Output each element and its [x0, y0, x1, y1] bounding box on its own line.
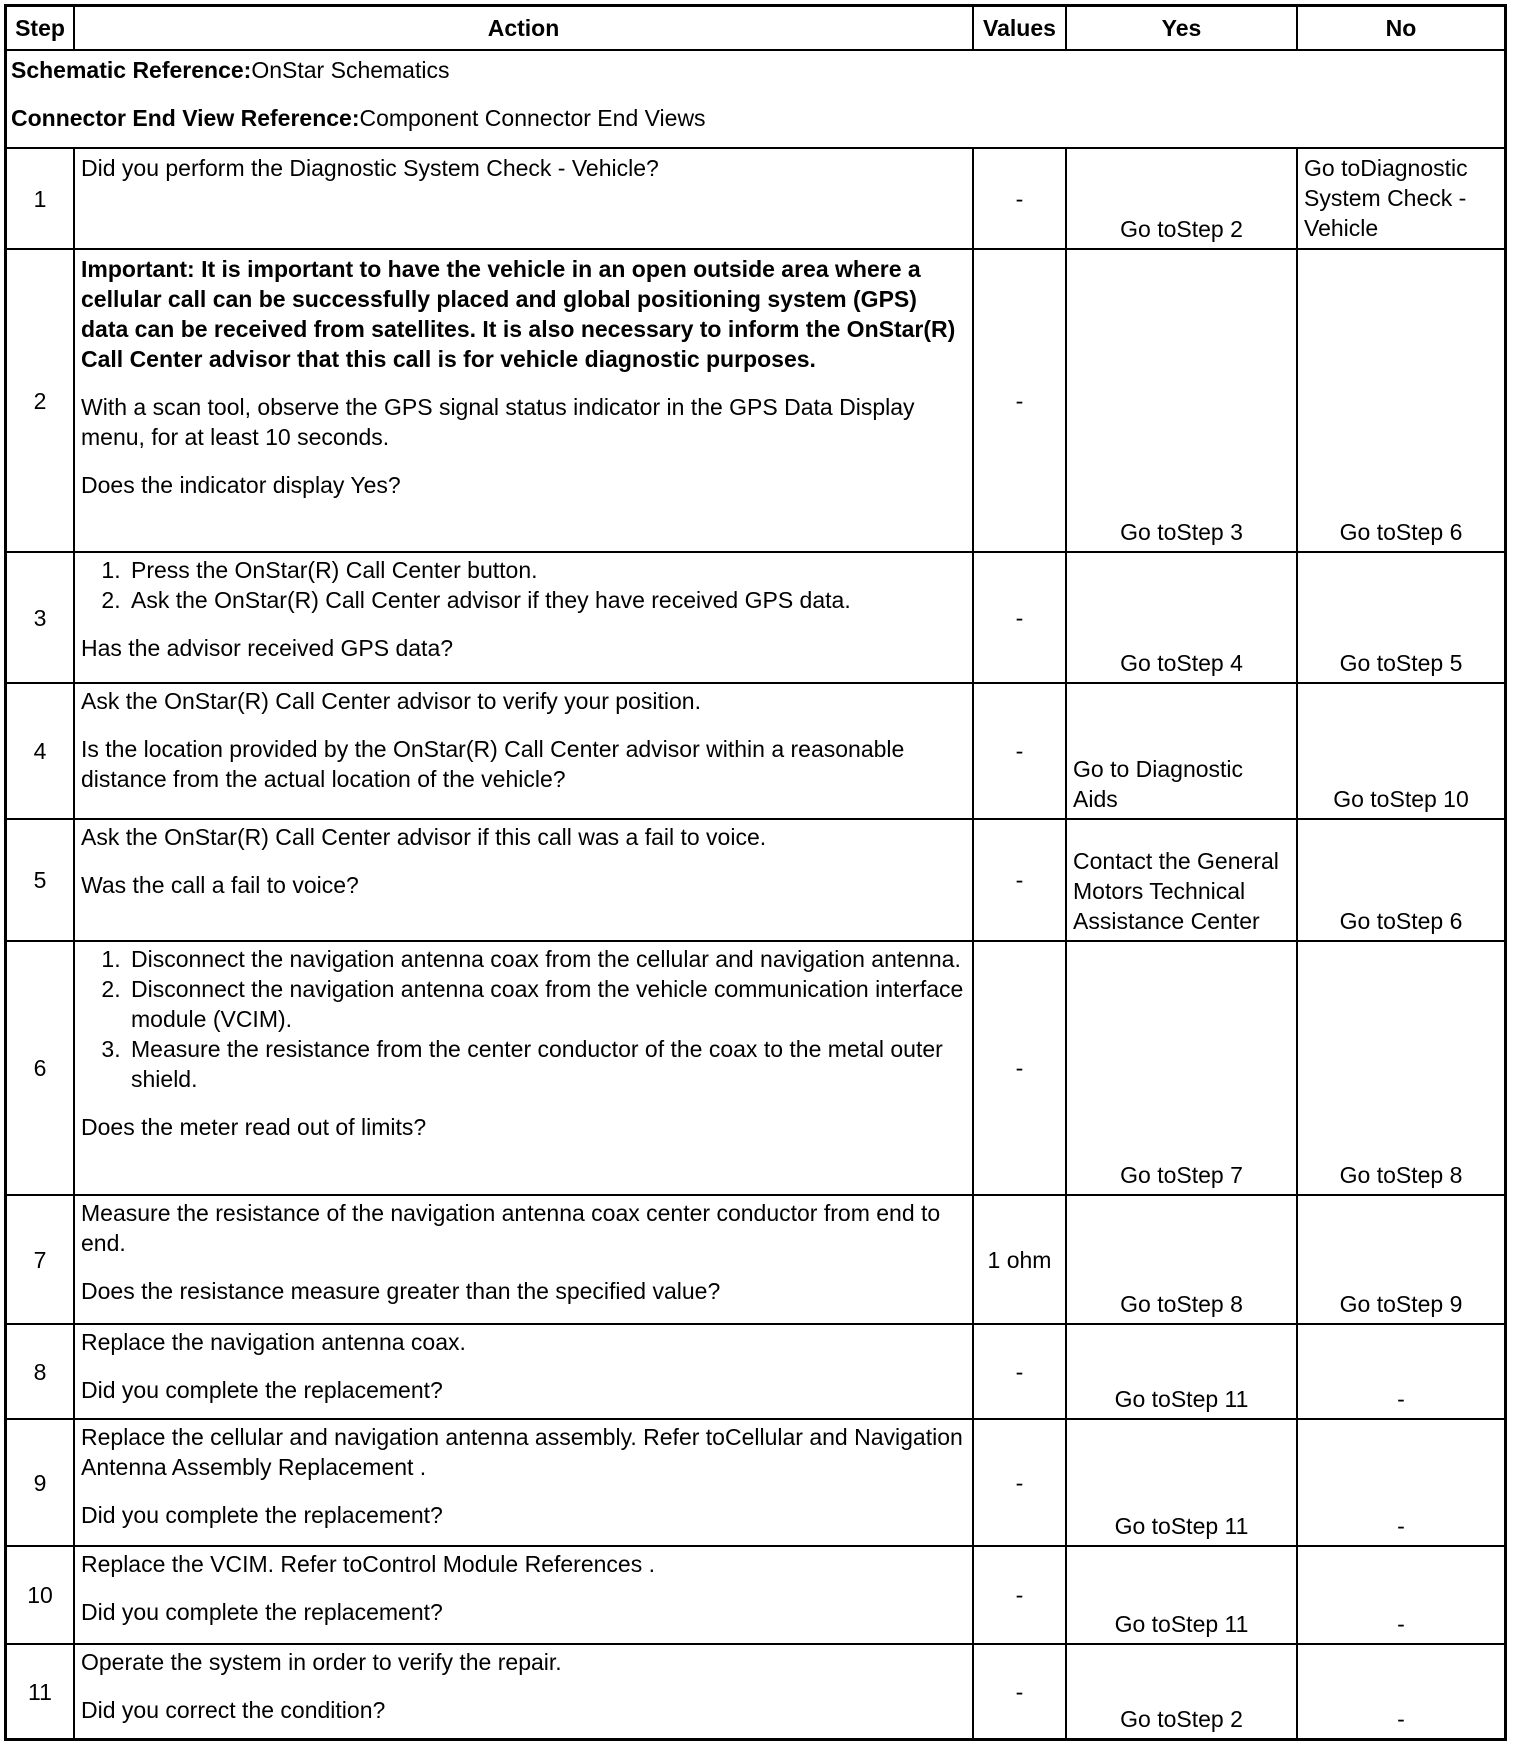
- no-value: -: [1397, 1386, 1405, 1412]
- important-note: Important: It is important to have the vehicle in an open outside area where a cellular call can be successfully placed and global positioning system (GPS) data can be received from satellites. It is also necessary to inform the OnStar(R) Call Center advisor that this call is for vehicle diagnostic purposes.: [81, 256, 956, 372]
- step-number: 5: [7, 820, 75, 940]
- value-cell: -: [974, 250, 1067, 551]
- action-cell: [75, 942, 974, 1194]
- schematic-reference: [11, 55, 1500, 85]
- action-question: Does the meter read out of limits?: [81, 1114, 427, 1140]
- list-item: 2. Disconnect the navigation antenna coax from the vehicle communication interface module (VCIM).: [127, 974, 966, 1034]
- action-cell: [75, 1196, 974, 1323]
- list-item: 1. Press the OnStar(R) Call Center button.: [127, 555, 966, 585]
- header-action: Action: [75, 7, 974, 49]
- connector-reference-link[interactable]: Component Connector End Views: [359, 105, 706, 131]
- action-instruction: Operate the system in order to verify the repair.: [81, 1649, 562, 1675]
- table-row: [7, 1420, 1504, 1547]
- action-question: Did you complete the replacement?: [81, 1377, 443, 1403]
- no-value: -: [1397, 1611, 1405, 1637]
- action-instruction: Ask the OnStar(R) Call Center advisor if this call was a fail to voice.: [81, 824, 767, 850]
- value-cell: 1 ohm: [974, 1196, 1067, 1323]
- action-question: Did you complete the replacement?: [81, 1502, 443, 1528]
- action-cell: [75, 820, 974, 940]
- no-value: -: [1397, 1706, 1405, 1732]
- step-number: 4: [7, 684, 75, 818]
- action-cell: [75, 1420, 974, 1545]
- action-cell: [75, 250, 974, 551]
- action-instruction: Measure the resistance of the navigation antenna coax center conductor from end to end.: [81, 1200, 941, 1256]
- action-cell: [75, 1325, 974, 1418]
- list-item: 3. Measure the resistance from the center conductor of the coax to the metal outer shield.: [127, 1034, 966, 1094]
- table-row: [7, 1325, 1504, 1420]
- action-instruction: With a scan tool, observe the GPS signal status indicator in the GPS Data Display menu, for at least 10 seconds.: [81, 394, 915, 450]
- yes-link[interactable]: Go toStep 2: [1067, 149, 1298, 248]
- schematic-reference-link[interactable]: OnStar Schematics: [251, 57, 450, 83]
- step-number: 8: [7, 1325, 75, 1418]
- yes-link[interactable]: Go to Diagnostic Aids: [1067, 684, 1298, 818]
- action-question: Does the resistance measure greater than the specified value?: [81, 1278, 721, 1304]
- action-instruction: Ask the OnStar(R) Call Center advisor to verify your position.: [81, 688, 701, 714]
- value-cell: -: [974, 553, 1067, 682]
- action-question: Was the call a fail to voice?: [81, 872, 359, 898]
- header-no: No: [1385, 15, 1417, 41]
- no-link[interactable]: Go toStep 5: [1339, 650, 1463, 676]
- no-link[interactable]: Go toStep 6: [1339, 908, 1463, 934]
- step-number: 9: [7, 1420, 75, 1545]
- action-instruction: Replace the cellular and navigation antenna assembly. Refer toCellular and Navigation Antenna Assembly Replacement .: [81, 1424, 963, 1480]
- step-number: 7: [7, 1196, 75, 1323]
- action-steps-list: [81, 555, 966, 615]
- header-yes: Yes: [1067, 7, 1298, 49]
- no-link[interactable]: Go toStep 8: [1339, 1162, 1463, 1188]
- table-row: [7, 684, 1504, 820]
- table-row: [7, 1196, 1504, 1325]
- connector-reference-label: Connector End View Reference:: [11, 105, 360, 131]
- table-row: [7, 942, 1504, 1196]
- table-row: [7, 250, 1504, 553]
- value-cell: -: [974, 820, 1067, 940]
- no-link[interactable]: Go toStep 10: [1333, 786, 1469, 812]
- action-question: Did you perform the Diagnostic System Check - Vehicle?: [81, 155, 659, 181]
- action-question: Does the indicator display Yes?: [81, 472, 401, 498]
- yes-link[interactable]: Go toStep 11: [1067, 1547, 1298, 1643]
- connector-reference: [11, 103, 1500, 133]
- header-step: Step: [7, 7, 75, 49]
- step-number: 11: [7, 1645, 75, 1738]
- table-row: [7, 1547, 1504, 1645]
- action-question: Has the advisor received GPS data?: [81, 635, 454, 661]
- reference-row: [7, 51, 1504, 149]
- step-number: 6: [7, 942, 75, 1194]
- value-cell: -: [974, 942, 1067, 1194]
- action-question: Did you complete the replacement?: [81, 1599, 443, 1625]
- step-number: 2: [7, 250, 75, 551]
- no-link[interactable]: Go toStep 6: [1339, 519, 1463, 545]
- diagnostic-table: [4, 4, 1507, 1741]
- value-cell: -: [974, 1420, 1067, 1545]
- yes-link[interactable]: Go toStep 11: [1067, 1325, 1298, 1418]
- action-cell: [75, 1645, 974, 1738]
- yes-link[interactable]: Go toStep 7: [1067, 942, 1298, 1194]
- action-instruction: Replace the navigation antenna coax.: [81, 1329, 466, 1355]
- step-number: 10: [7, 1547, 75, 1643]
- action-steps-list: [81, 944, 966, 1094]
- table-row: [7, 820, 1504, 942]
- action-instruction: Replace the VCIM. Refer toControl Module References .: [81, 1551, 655, 1577]
- yes-link[interactable]: Go toStep 3: [1067, 250, 1298, 551]
- list-item: 2. Ask the OnStar(R) Call Center advisor if they have received GPS data.: [127, 585, 966, 615]
- action-cell: [75, 684, 974, 818]
- no-link[interactable]: Go toDiagnostic System Check - Vehicle: [1304, 155, 1468, 241]
- header-values: Values: [974, 7, 1067, 49]
- value-cell: -: [974, 149, 1067, 248]
- value-cell: -: [974, 1325, 1067, 1418]
- yes-link[interactable]: Go toStep 8: [1067, 1196, 1298, 1323]
- yes-link[interactable]: Go toStep 4: [1067, 553, 1298, 682]
- action-question: Did you correct the condition?: [81, 1697, 386, 1723]
- action-cell: [75, 553, 974, 682]
- table-header: [7, 7, 1504, 51]
- value-cell: -: [974, 1645, 1067, 1738]
- table-row: [7, 149, 1504, 250]
- table-row: [7, 1645, 1504, 1738]
- yes-link[interactable]: Contact the General Motors Technical Assistance Center: [1067, 820, 1298, 940]
- list-item: 1. Disconnect the navigation antenna coax from the cellular and navigation antenna.: [127, 944, 966, 974]
- step-number: 1: [7, 149, 75, 248]
- yes-link[interactable]: Go toStep 11: [1067, 1420, 1298, 1545]
- schematic-reference-label: Schematic Reference:: [11, 57, 252, 83]
- no-link[interactable]: Go toStep 9: [1339, 1291, 1463, 1317]
- action-cell: [75, 149, 974, 248]
- no-value: -: [1397, 1513, 1405, 1539]
- value-cell: -: [974, 684, 1067, 818]
- step-number: 3: [7, 553, 75, 682]
- value-cell: -: [974, 1547, 1067, 1643]
- action-cell: [75, 1547, 974, 1643]
- table-row: [7, 553, 1504, 684]
- yes-link[interactable]: Go toStep 2: [1067, 1645, 1298, 1738]
- action-question: Is the location provided by the OnStar(R) Call Center advisor within a reasonable distance from the actual location of the vehicle?: [81, 736, 905, 792]
